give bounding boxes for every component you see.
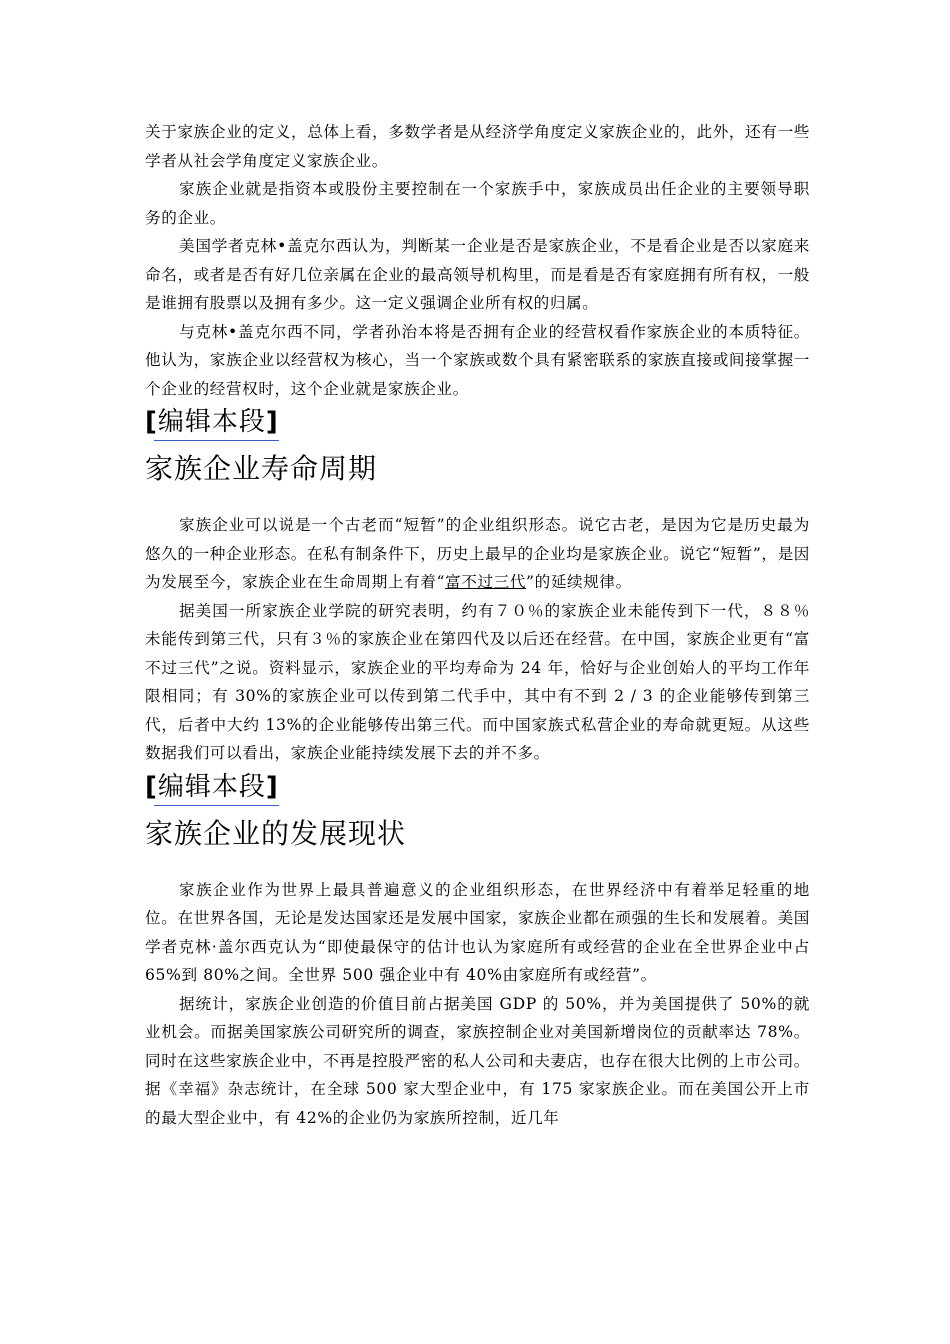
intro-paragraph-2: 家族企业就是指资本或股份主要控制在一个家族手中，家族成员出任企业的主要领导职务的企业。 xyxy=(145,180,810,227)
lifecycle-paragraph-1 xyxy=(145,511,810,597)
intro-paragraph-3: 美国学者克林•盖克尔西认为，判断某一企业是否是家族企业，不是看企业是否以家庭来命名，或者是否有好几位亲属在企业的最高领导机构里，而是看是否有家庭拥有所有权，一般是谁拥有股票以及拥有多少。这一定义强调企业所有权的归属。 xyxy=(145,237,810,312)
edit-link-label: 编辑本段 xyxy=(157,407,266,437)
development-paragraph-2: 据统计，家族企业创造的价值目前占据美国 GDP 的 50%，并为美国提供了 50%的就业机会。而据美国家族公司研究所的调查，家族控制企业对美国新增岗位的贡献率达 78%。同时在这些家族企业中，不再是控股严密的私人公司和夫妻店，也存在很大比例的上市公司。据《幸福》杂志统计，在全球 500 家大型企业中，有 175 家家族企业。而在美国公开上市的最大型企业中，有 42%的企业仍为家族所控制，近几年 xyxy=(145,994,810,1127)
lifecycle-paragraph-2: 据美国一所家族企业学院的研究表明，约有７０％的家族企业未能传到下一代，８８％未能传到第三代，只有３％的家族企业在第四代及以后还在经营。在中国，家族企业更有“富不过三代”之说。资料显示，家族企业的平均寿命为 24 年，恰好与企业创始人的平均工作年限相同；有 30%的家族企业可以传到第二代手中，其中有不到 2 / 3 的企业能够传到第三代，后者中大约 13%的企业能够传出第三代。而中国家族式私营企业的寿命就更短。从这些数据我们可以看出，家族企业能持续发展下去的并不多。 xyxy=(145,601,810,762)
edit-link[interactable] xyxy=(145,405,279,439)
link-fu-bu-guo-san-dai[interactable]: 富不过三代 xyxy=(445,573,527,591)
lifecycle-paragraph-1-tail: ”的延续规律。 xyxy=(526,573,632,591)
edit-link-underline xyxy=(154,805,279,806)
intro-paragraph-1: 关于家族企业的定义，总体上看，多数学者是从经济学角度定义家族企业的，此外，还有一些学者从社会学角度定义家族企业。 xyxy=(145,123,810,170)
edit-link-close-bracket: ] xyxy=(265,407,279,437)
edit-link-underline xyxy=(154,440,279,441)
edit-section-link-1[interactable] xyxy=(145,403,810,441)
lifecycle-paragraph-1-text: 家族企业可以说是一个古老而“短暂”的企业组织形态。说它古老，是因为它是历史最为悠久的一种企业形态。在私有制条件下，历史上最早的企业均是家族企业。说它“短暂”，是因为发展至今，家族企业在生命周期上有着“ xyxy=(145,516,810,591)
edit-link-close-bracket: ] xyxy=(265,771,279,802)
edit-link[interactable] xyxy=(145,770,279,804)
document-content xyxy=(145,118,810,1132)
edit-link-open-bracket: [ xyxy=(145,771,158,802)
edit-link-open-bracket: [ xyxy=(145,407,158,437)
section-title-lifecycle: 家族企业寿命周期 xyxy=(145,452,378,485)
edit-section-link-2[interactable] xyxy=(145,768,810,806)
edit-link-label: 编辑本段 xyxy=(157,771,266,802)
intro-paragraph-4: 与克林•盖克尔西不同，学者孙治本将是否拥有企业的经营权看作家族企业的本质特征。他认为，家族企业以经营权为核心，当一个家族或数个具有紧密联系的家族直接或间接掌握一个企业的经营权时，这个企业就是家族企业。 xyxy=(145,322,810,398)
development-paragraph-1: 家族企业作为世界上最具普遍意义的企业组织形态，在世界经济中有着举足轻重的地位。在世界各国，无论是发达国家还是发展中国家，家族企业都在顽强的生长和发展着。美国学者克林·盖尔西克认为“即使最保守的估计也认为家庭所有或经营的企业在全世界企业中占 65%到 80%之间。全世界 500 强企业中有 40%由家庭所有或经营”。 xyxy=(145,880,810,984)
section-title-development-status: 家族企业的发展现状 xyxy=(145,816,407,850)
